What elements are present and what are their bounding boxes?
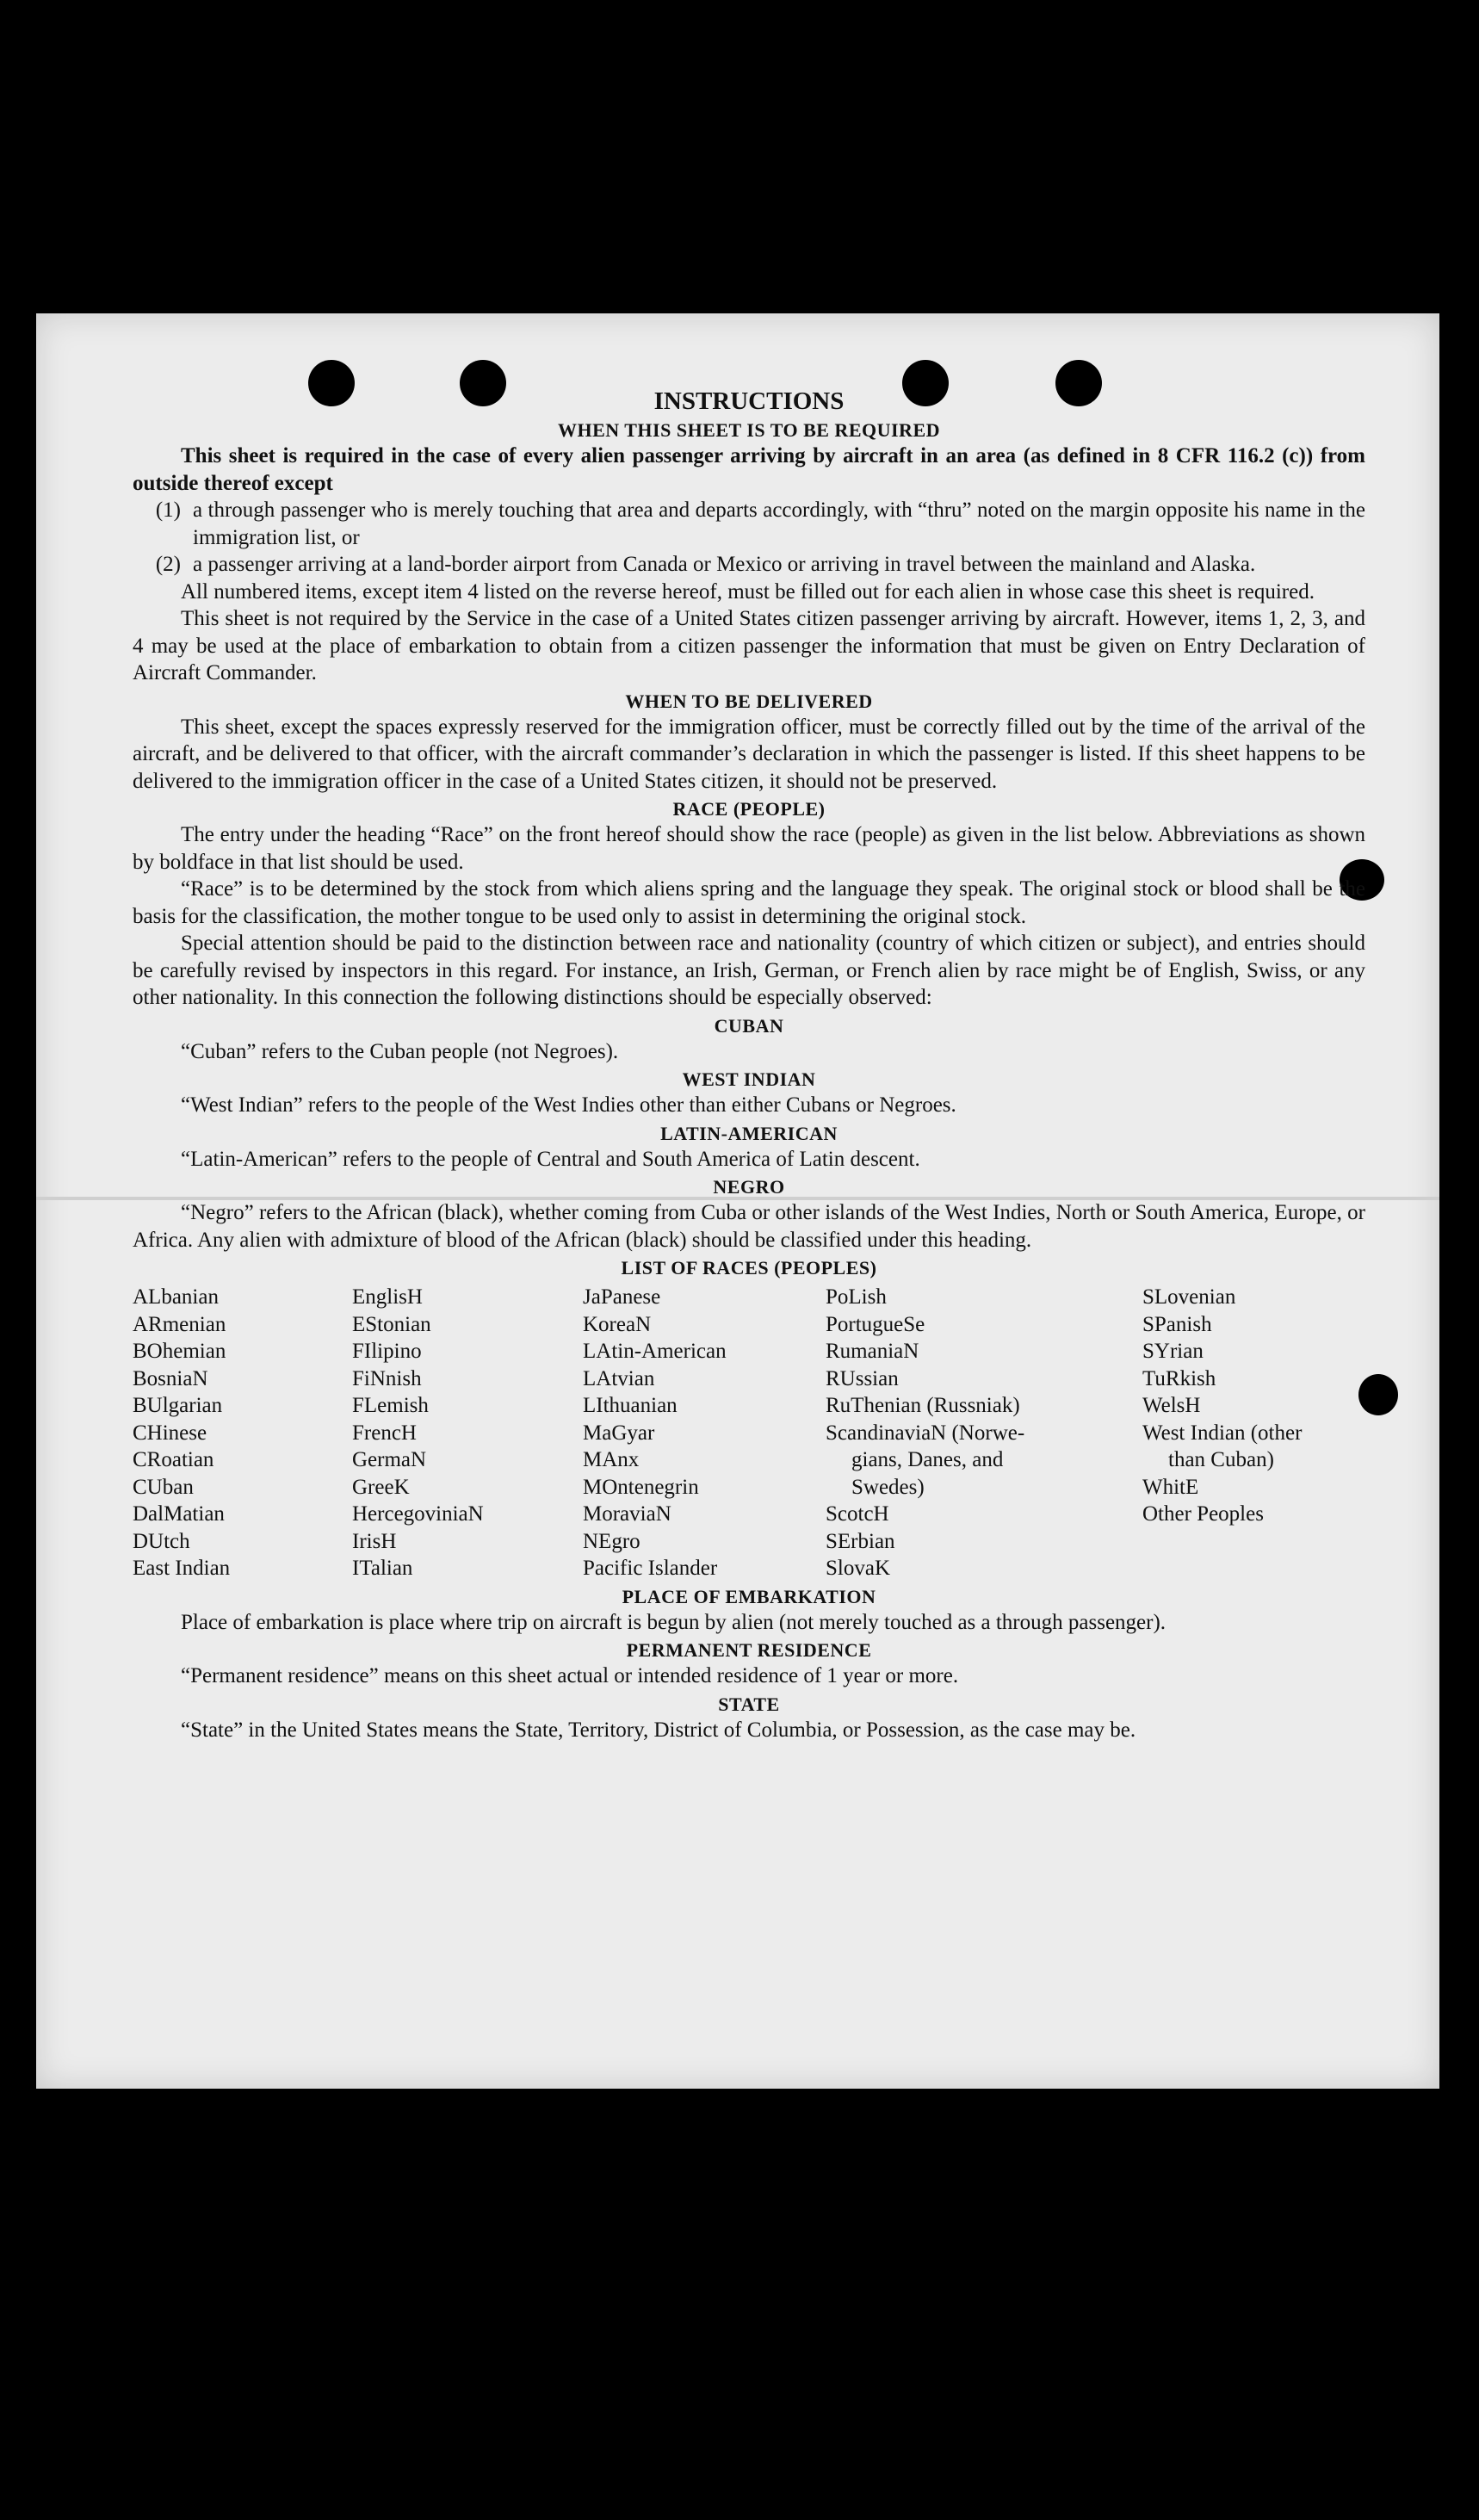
race-entry: than Cuban) <box>1168 1448 1274 1471</box>
race-entry: CRoatian <box>133 1448 214 1471</box>
race-entry: KoreaN <box>583 1312 652 1336</box>
race-entry: Swedes) <box>851 1475 925 1499</box>
race-entry: FIlipino <box>352 1340 422 1363</box>
page-title: INSTRUCTIONS <box>653 387 845 415</box>
race-entry: RumaniaN <box>826 1340 919 1363</box>
numbered-item: (1) a through passenger who is merely touching that area and departs accordingly, with “thru” noted on the margin opposite his name in the immigration list, or <box>155 498 1365 549</box>
race-entry: NEgro <box>583 1529 640 1553</box>
race-entry: MOntenegrin <box>583 1475 699 1499</box>
paragraph: This sheet, except the spaces expressly reserved for the immigration officer, must be correctly filled out by the time of the arrival of the aircraft, and be delivered to that officer, with the aircraft commander’s declaration in which the passenger is listed. If this sheet happens to be delivered to the immigration officer in the case of a United States citizen, it should not be preserved. <box>133 715 1365 793</box>
section-heading: LIST OF RACES (PEOPLES) <box>621 1257 877 1279</box>
race-entry: FiNnish <box>352 1366 422 1390</box>
section-heading: WEST INDIAN <box>682 1068 816 1090</box>
race-entry: CHinese <box>133 1421 207 1445</box>
race-entry: SPanish <box>1142 1312 1212 1336</box>
race-entry: Pacific Islander <box>583 1557 718 1580</box>
races-column <box>583 1284 826 1582</box>
section-heading: LATIN-AMERICAN <box>660 1122 838 1144</box>
instructions-text <box>133 384 1365 1743</box>
race-entry: GreeK <box>352 1475 410 1499</box>
section-heading: PERMANENT RESIDENCE <box>626 1639 872 1661</box>
race-entry: East Indian <box>133 1557 231 1580</box>
race-entry: FLemish <box>352 1394 429 1417</box>
race-entry: MAnx <box>583 1448 640 1471</box>
race-entry: RUssian <box>826 1366 899 1390</box>
paragraph: This sheet is not required by the Service in the case of a United States citizen passenger arriving by aircraft. However, items 1, 2, 3, and 4 may be used at the place of embarkation to obtain from a citizen passenger the information that must be given on Entry Declaration of Aircraft Commander. <box>133 607 1365 684</box>
race-entry: SErbian <box>826 1529 895 1553</box>
paragraph: This sheet is required in the case of every alien passenger arriving by aircraft in an area (as defined in 8 CFR 116.2 (c)) from outside thereof except <box>133 444 1365 495</box>
race-entry: BosniaN <box>133 1366 208 1390</box>
race-entry: LIthuanian <box>583 1394 678 1417</box>
section-heading: STATE <box>718 1693 780 1715</box>
section-heading: RACE (PEOPLE) <box>672 798 826 820</box>
race-entry: TuRkish <box>1142 1366 1216 1390</box>
race-entry: FrencH <box>352 1421 417 1445</box>
race-entry: GermaN <box>352 1448 427 1471</box>
race-entry: ScotcH <box>826 1502 889 1526</box>
race-entry: CUban <box>133 1475 194 1499</box>
paragraph: “Latin-American” refers to the people of Central and South America of Latin descent. <box>181 1147 920 1171</box>
paragraph: All numbered items, except item 4 listed on the reverse hereof, must be filled out for each alien in whose case this sheet is required. <box>181 579 1315 604</box>
races-column <box>826 1284 1142 1582</box>
document-sheet <box>36 313 1439 2089</box>
race-entry: PoLish <box>826 1285 887 1309</box>
paragraph: “Negro” refers to the African (black), whether coming from Cuba or other islands of the West Indies, North or South America, Europe, or Africa. Any alien with admixture of blood of the African (black) should be classified under this heading. <box>133 1201 1365 1252</box>
race-entry: ScandinaviaN (Norwe- <box>826 1421 1025 1445</box>
race-entry: EnglisH <box>352 1285 423 1309</box>
race-entry: SLovenian <box>1142 1285 1236 1309</box>
numbered-item: (2) a passenger arriving at a land-border airport from Canada or Mexico or arriving in travel between the mainland and Alaska. <box>155 553 1256 576</box>
race-entry: WhitE <box>1142 1475 1199 1499</box>
race-entry: WelsH <box>1142 1394 1201 1417</box>
race-entry: SlovaK <box>826 1557 890 1580</box>
race-entry: IrisH <box>352 1529 397 1553</box>
race-entry: MoraviaN <box>583 1502 671 1526</box>
race-entry: DUtch <box>133 1529 190 1553</box>
race-entry: DalMatian <box>133 1502 225 1526</box>
section-heading: NEGRO <box>713 1176 785 1198</box>
race-entry: ARmenian <box>133 1312 226 1336</box>
paragraph: “State” in the United States means the State, Territory, District of Columbia, or Possession, as the case may be. <box>181 1718 1136 1742</box>
paragraph: Special attention should be paid to the distinction between race and nationality (country of which citizen or subject), and entries should be carefully revised by inspectors in this regard. For instance, an Irish, German, or French alien by race might be of English, Swiss, or any other nationality. In this connection the following distinctions should be especially observed: <box>133 932 1365 1009</box>
race-entry: JaPanese <box>583 1285 661 1309</box>
race-entry: PortugueSe <box>826 1312 925 1336</box>
races-column <box>1142 1284 1365 1582</box>
paragraph: “Permanent residence” means on this sheet actual or intended residence of 1 year or more. <box>181 1664 959 1687</box>
section-heading: WHEN THIS SHEET IS TO BE REQUIRED <box>557 419 941 441</box>
race-entry: gians, Danes, and <box>851 1448 1004 1471</box>
paragraph: “Race” is to be determined by the stock from which aliens spring and the language they speak. The original stock or blood shall be the basis for the classification, the mother tongue to be used only to assist in determining the original stock. <box>133 877 1365 928</box>
race-entry: BOhemian <box>133 1340 226 1363</box>
section-heading: PLACE OF EMBARKATION <box>622 1585 876 1607</box>
section-heading: CUBAN <box>714 1014 784 1037</box>
race-entry: ALbanian <box>133 1285 219 1309</box>
race-entry: LAtin-American <box>583 1340 727 1363</box>
race-entry: West Indian (other <box>1142 1421 1303 1445</box>
race-entry: MaGyar <box>583 1421 655 1445</box>
paragraph: “West Indian” refers to the people of the West Indies other than either Cubans or Negroes. <box>181 1093 956 1117</box>
section-heading: WHEN TO BE DELIVERED <box>625 690 873 712</box>
races-list <box>133 1284 1365 1582</box>
paragraph: Place of embarkation is place where trip on aircraft is begun by alien (not merely touched as a through passenger). <box>181 1610 1166 1634</box>
race-entry: BUlgarian <box>133 1394 223 1417</box>
race-entry: Other Peoples <box>1142 1502 1264 1526</box>
race-entry: RuThenian (Russniak) <box>826 1394 1020 1417</box>
race-entry: LAtvian <box>583 1366 655 1390</box>
race-entry: ITalian <box>352 1557 413 1580</box>
race-entry: SYrian <box>1142 1340 1204 1363</box>
paragraph: “Cuban” refers to the Cuban people (not Negroes). <box>181 1039 619 1063</box>
race-entry: EStonian <box>352 1312 431 1336</box>
races-column <box>352 1284 583 1582</box>
race-entry: HercegoviniaN <box>352 1502 484 1526</box>
races-column <box>133 1284 352 1582</box>
paragraph: The entry under the heading “Race” on the front hereof should show the race (people) as given in the list below. Abbreviations as shown by boldface in that list should be used. <box>133 823 1365 874</box>
